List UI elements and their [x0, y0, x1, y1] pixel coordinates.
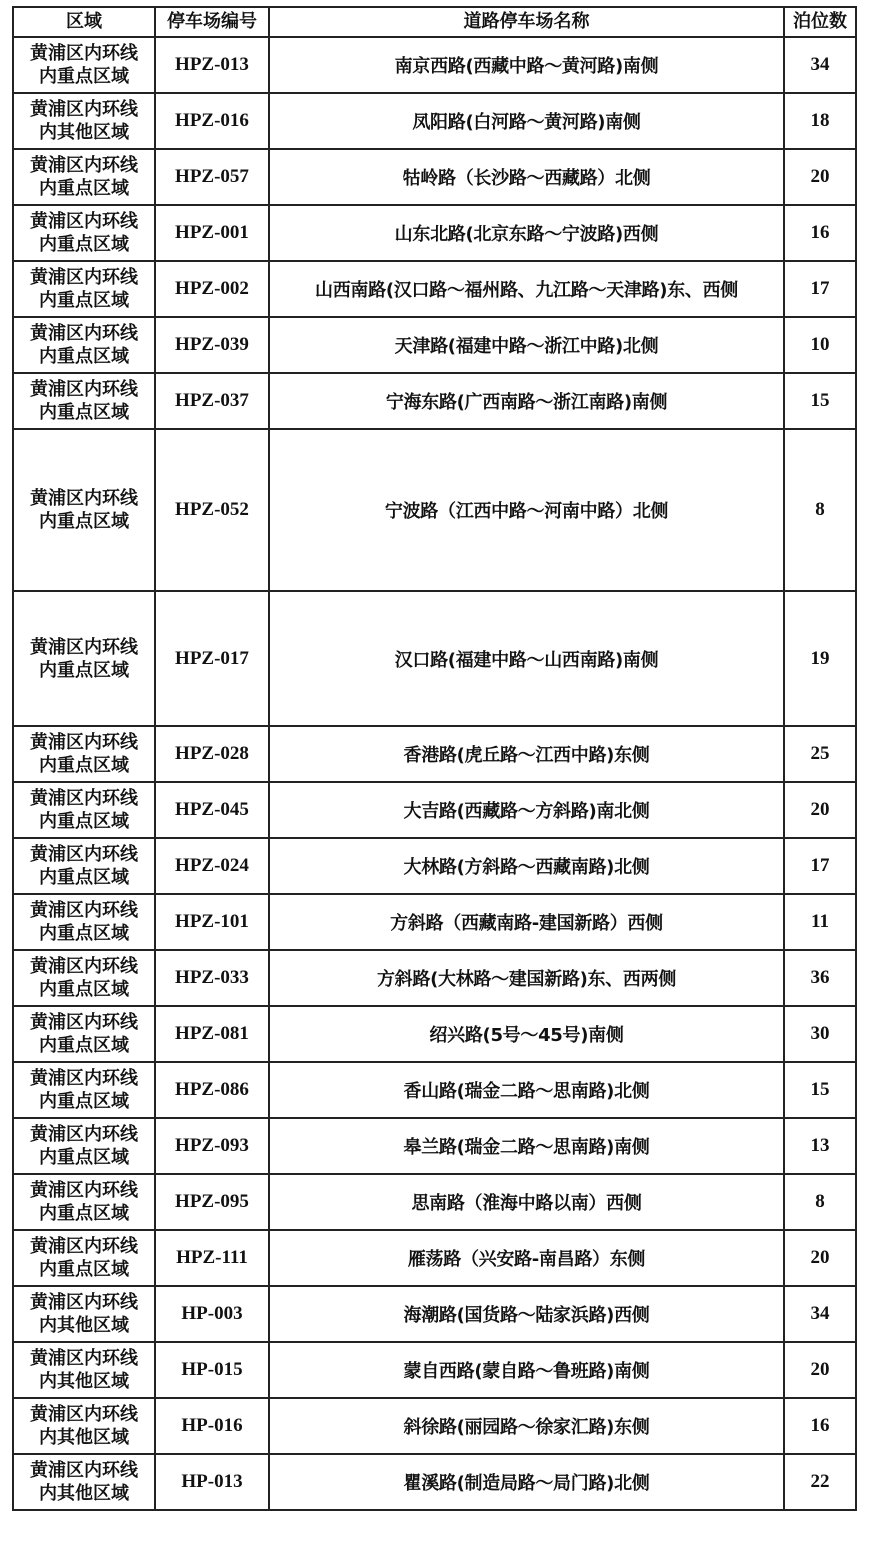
- table-row: [13, 950, 856, 1006]
- region-cell: 黄浦区内环线 内重点区域: [13, 726, 155, 782]
- lot-code-cell: HPZ-057: [155, 149, 269, 205]
- lot-name-cell: 方斜路(大林路～建国新路)东、西两侧: [269, 950, 784, 1006]
- space-count-cell: 20: [784, 149, 856, 205]
- region-cell: 黄浦区内环线 内其他区域: [13, 1342, 155, 1398]
- table-row: [13, 782, 856, 838]
- lot-name-cell: 斜徐路(丽园路～徐家汇路)东侧: [269, 1398, 784, 1454]
- lot-name-cell: 香港路(虎丘路～江西中路)东侧: [269, 726, 784, 782]
- lot-code-cell: HP-016: [155, 1398, 269, 1454]
- space-count-cell: 16: [784, 1398, 856, 1454]
- region-cell: 黄浦区内环线 内重点区域: [13, 373, 155, 429]
- lot-name-cell: 凤阳路(白河路～黄河路)南侧: [269, 93, 784, 149]
- header-lot-name: 道路停车场名称: [269, 7, 784, 37]
- table-row: [13, 429, 856, 591]
- table-row: [13, 261, 856, 317]
- space-count-cell: 8: [784, 429, 856, 591]
- space-count-cell: 30: [784, 1006, 856, 1062]
- lot-code-cell: HPZ-081: [155, 1006, 269, 1062]
- lot-name-cell: 绍兴路(5号～45号)南侧: [269, 1006, 784, 1062]
- lot-name-cell: 天津路(福建中路～浙江中路)北侧: [269, 317, 784, 373]
- space-count-cell: 20: [784, 782, 856, 838]
- table-row: [13, 37, 856, 93]
- table-row: [13, 317, 856, 373]
- lot-name-cell: 海潮路(国货路～陆家浜路)西侧: [269, 1286, 784, 1342]
- lot-code-cell: HPZ-017: [155, 591, 269, 726]
- region-cell: 黄浦区内环线 内重点区域: [13, 591, 155, 726]
- lot-name-cell: 思南路（淮海中路以南）西侧: [269, 1174, 784, 1230]
- space-count-cell: 18: [784, 93, 856, 149]
- lot-code-cell: HPZ-093: [155, 1118, 269, 1174]
- lot-code-cell: HPZ-001: [155, 205, 269, 261]
- region-cell: 黄浦区内环线 内重点区域: [13, 950, 155, 1006]
- lot-code-cell: HPZ-028: [155, 726, 269, 782]
- table-row: [13, 726, 856, 782]
- lot-name-cell: 蒙自西路(蒙自路～鲁班路)南侧: [269, 1342, 784, 1398]
- space-count-cell: 19: [784, 591, 856, 726]
- table-row: [13, 149, 856, 205]
- table-row: [13, 1062, 856, 1118]
- lot-code-cell: HP-013: [155, 1454, 269, 1510]
- lot-name-cell: 香山路(瑞金二路～思南路)北侧: [269, 1062, 784, 1118]
- lot-code-cell: HPZ-086: [155, 1062, 269, 1118]
- region-cell: 黄浦区内环线 内重点区域: [13, 894, 155, 950]
- table-row: [13, 591, 856, 726]
- table-row: [13, 93, 856, 149]
- table-row: [13, 1398, 856, 1454]
- region-cell: 黄浦区内环线 内重点区域: [13, 782, 155, 838]
- table-row: [13, 1454, 856, 1510]
- lot-code-cell: HPZ-095: [155, 1174, 269, 1230]
- lot-name-cell: 大林路(方斜路～西藏南路)北侧: [269, 838, 784, 894]
- space-count-cell: 10: [784, 317, 856, 373]
- region-cell: 黄浦区内环线 内其他区域: [13, 93, 155, 149]
- lot-code-cell: HPZ-037: [155, 373, 269, 429]
- space-count-cell: 25: [784, 726, 856, 782]
- region-cell: 黄浦区内环线 内重点区域: [13, 429, 155, 591]
- lot-name-cell: 山西南路(汉口路～福州路、九江路～天津路)东、西侧: [269, 261, 784, 317]
- lot-code-cell: HPZ-033: [155, 950, 269, 1006]
- lot-name-cell: 山东北路(北京东路～宁波路)西侧: [269, 205, 784, 261]
- header-lot-code: 停车场编号: [155, 7, 269, 37]
- lot-code-cell: HPZ-016: [155, 93, 269, 149]
- region-cell: 黄浦区内环线 内其他区域: [13, 1398, 155, 1454]
- lot-code-cell: HP-003: [155, 1286, 269, 1342]
- table-row: [13, 1174, 856, 1230]
- header-row: [13, 7, 856, 37]
- lot-code-cell: HPZ-052: [155, 429, 269, 591]
- table-row: [13, 1118, 856, 1174]
- table-row: [13, 1286, 856, 1342]
- region-cell: 黄浦区内环线 内重点区域: [13, 261, 155, 317]
- region-cell: 黄浦区内环线 内重点区域: [13, 37, 155, 93]
- table-row: [13, 373, 856, 429]
- table-row: [13, 838, 856, 894]
- lot-code-cell: HPZ-039: [155, 317, 269, 373]
- lot-code-cell: HPZ-013: [155, 37, 269, 93]
- lot-code-cell: HPZ-101: [155, 894, 269, 950]
- space-count-cell: 36: [784, 950, 856, 1006]
- space-count-cell: 11: [784, 894, 856, 950]
- lot-code-cell: HPZ-002: [155, 261, 269, 317]
- lot-name-cell: 宁波路（江西中路～河南中路）北侧: [269, 429, 784, 591]
- region-cell: 黄浦区内环线 内重点区域: [13, 1230, 155, 1286]
- lot-name-cell: 牯岭路（长沙路～西藏路）北侧: [269, 149, 784, 205]
- region-cell: 黄浦区内环线 内重点区域: [13, 205, 155, 261]
- lot-code-cell: HP-015: [155, 1342, 269, 1398]
- lot-name-cell: 南京西路(西藏中路～黄河路)南侧: [269, 37, 784, 93]
- header-region: 区域: [13, 7, 155, 37]
- region-cell: 黄浦区内环线 内其他区域: [13, 1454, 155, 1510]
- region-cell: 黄浦区内环线 内重点区域: [13, 1174, 155, 1230]
- space-count-cell: 8: [784, 1174, 856, 1230]
- region-cell: 黄浦区内环线 内重点区域: [13, 838, 155, 894]
- region-cell: 黄浦区内环线 内重点区域: [13, 317, 155, 373]
- lot-name-cell: 皋兰路(瑞金二路～思南路)南侧: [269, 1118, 784, 1174]
- space-count-cell: 20: [784, 1342, 856, 1398]
- space-count-cell: 16: [784, 205, 856, 261]
- table-row: [13, 1230, 856, 1286]
- space-count-cell: 34: [784, 37, 856, 93]
- region-cell: 黄浦区内环线 内重点区域: [13, 1006, 155, 1062]
- space-count-cell: 34: [784, 1286, 856, 1342]
- space-count-cell: 17: [784, 838, 856, 894]
- region-cell: 黄浦区内环线 内重点区域: [13, 149, 155, 205]
- table-row: [13, 1342, 856, 1398]
- lot-name-cell: 汉口路(福建中路～山西南路)南侧: [269, 591, 784, 726]
- space-count-cell: 17: [784, 261, 856, 317]
- region-cell: 黄浦区内环线 内其他区域: [13, 1286, 155, 1342]
- space-count-cell: 22: [784, 1454, 856, 1510]
- lot-code-cell: HPZ-045: [155, 782, 269, 838]
- lot-name-cell: 瞿溪路(制造局路～局门路)北侧: [269, 1454, 784, 1510]
- lot-name-cell: 方斜路（西藏南路-建国新路）西侧: [269, 894, 784, 950]
- table-row: [13, 1006, 856, 1062]
- space-count-cell: 15: [784, 373, 856, 429]
- parking-lot-table: [12, 6, 857, 1511]
- table-row: [13, 205, 856, 261]
- lot-name-cell: 宁海东路(广西南路～浙江南路)南侧: [269, 373, 784, 429]
- lot-name-cell: 大吉路(西藏路～方斜路)南北侧: [269, 782, 784, 838]
- space-count-cell: 13: [784, 1118, 856, 1174]
- region-cell: 黄浦区内环线 内重点区域: [13, 1118, 155, 1174]
- space-count-cell: 20: [784, 1230, 856, 1286]
- header-space-count: 泊位数: [784, 7, 856, 37]
- region-cell: 黄浦区内环线 内重点区域: [13, 1062, 155, 1118]
- space-count-cell: 15: [784, 1062, 856, 1118]
- table-row: [13, 894, 856, 950]
- lot-name-cell: 雁荡路（兴安路-南昌路）东侧: [269, 1230, 784, 1286]
- lot-code-cell: HPZ-111: [155, 1230, 269, 1286]
- lot-code-cell: HPZ-024: [155, 838, 269, 894]
